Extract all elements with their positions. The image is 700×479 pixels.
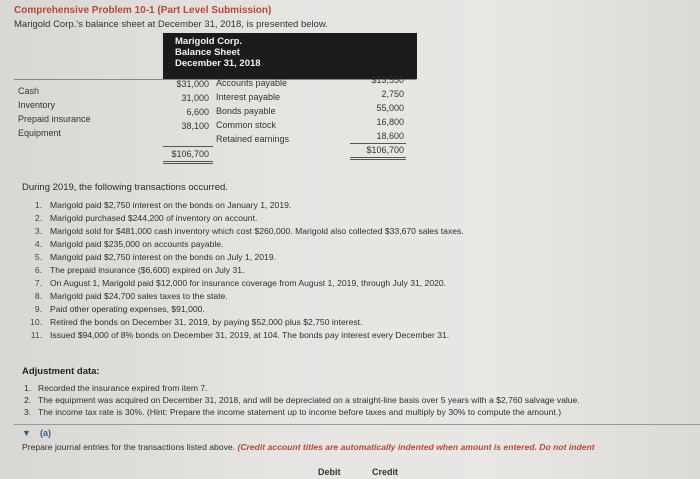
transaction-number: 3. (34, 226, 42, 236)
liability-subtotal-line (350, 143, 406, 144)
liability-label: Accounts payable (216, 78, 288, 88)
transaction-text: Marigold purchased $244,200 of inventory on account. (50, 213, 258, 223)
adjustment-text: Recorded the insurance expired from item 7. (38, 383, 208, 393)
adjustment-text: The income tax rate is 30%. (38, 407, 145, 417)
transaction-item (22, 200, 291, 210)
section-divider (14, 424, 700, 425)
transaction-number: 8. (34, 291, 42, 301)
transaction-text: Marigold paid $2,750 interest on the bonds on July 1, 2019. (50, 252, 276, 262)
transaction-number: 2. (34, 213, 42, 223)
transaction-text: Paid other operating expenses, $91,000. (50, 304, 205, 314)
transaction-number: 4. (34, 239, 42, 249)
part-a-instruction-note: (Credit account titles are automatically indented when amount is entered. Do not indent (237, 442, 595, 452)
adjustment-number: 1. (24, 383, 32, 393)
adjustment-item (24, 407, 561, 417)
liability-amount: $13,550 (371, 75, 404, 85)
adjustment-number: 2. (24, 395, 32, 405)
adjustment-item (24, 395, 580, 405)
adjustment-item (24, 383, 208, 393)
transaction-number: 10. (30, 317, 42, 327)
debit-column-header: Debit (318, 467, 341, 477)
asset-label: Inventory (18, 100, 56, 110)
transaction-item (22, 291, 228, 301)
transactions-intro: During 2019, the following transactions occurred. (22, 182, 228, 193)
transaction-item (22, 330, 449, 340)
asset-label: Equipment (18, 128, 62, 138)
transaction-text: Marigold sold for $481,000 cash inventory which cost $260,000. Marigold also collected $33,670 sales taxes. (50, 226, 464, 236)
transaction-item (22, 226, 464, 236)
liability-amount: 55,000 (376, 103, 404, 113)
transaction-text: Retired the bonds on December 31, 2019, by paying $52,000 plus $2,750 interest. (50, 317, 363, 327)
transaction-item (22, 239, 223, 249)
asset-amount: $31,000 (176, 79, 209, 89)
problem-title: Comprehensive Problem 10-1 (Part Level Submission) (14, 5, 272, 16)
asset-amount: 38,100 (181, 121, 209, 131)
part-a-instruction-text: Prepare journal entries for the transactions listed above. (22, 442, 236, 452)
transaction-text: Marigold paid $235,000 on accounts payable. (50, 239, 224, 249)
asset-total-double-line (163, 161, 213, 164)
credit-column-header: Credit (372, 467, 399, 477)
transaction-text: Issued $94,000 of 8% bonds on December 31, 2019, at 104. The bonds pay interest every December 31. (50, 330, 450, 340)
adjustment-heading: Adjustment data: (22, 366, 100, 377)
transaction-item (22, 278, 446, 288)
balance-sheet-name: Balance Sheet (175, 47, 240, 58)
balance-sheet-company: Marigold Corp. (175, 36, 243, 47)
adjustment-hint: (Hint: Prepare the income statement up to income before taxes and multiply by 30% to compute the amount.) (146, 407, 562, 417)
asset-subtotal-line (163, 146, 213, 147)
liability-total-double-line (350, 157, 406, 160)
equity-amount: 16,800 (376, 117, 404, 127)
adjustment-number: 3. (24, 407, 32, 417)
total-assets: $106,700 (171, 149, 209, 159)
transaction-text: The prepaid insurance ($6,600) expired on July 31. (50, 265, 245, 275)
asset-amount: 6,600 (186, 107, 209, 117)
transaction-number: 1. (34, 200, 42, 210)
transaction-item (22, 304, 205, 314)
liability-label: Interest payable (216, 92, 281, 102)
balance-sheet-date: December 31, 2018 (175, 58, 261, 69)
equity-amount: 18,600 (376, 131, 404, 141)
transaction-item (22, 252, 276, 262)
transaction-item (22, 265, 244, 275)
total-liabilities-equity: $106,700 (366, 145, 404, 155)
liability-amount: 2,750 (381, 89, 404, 99)
transaction-text: Marigold paid $24,700 sales taxes to the state. (50, 291, 228, 301)
asset-label: Prepaid insurance (18, 114, 91, 124)
transaction-number: 11. (30, 330, 42, 340)
liability-label: Bonds payable (216, 106, 276, 116)
equity-label: Common stock (216, 120, 277, 130)
part-a-instruction (22, 442, 595, 452)
transaction-item (22, 317, 362, 327)
problem-subtitle: Marigold Corp.'s balance sheet at December 31, 2018, is presented below. (14, 19, 328, 30)
balance-sheet-header (163, 33, 417, 79)
transaction-text: On August 1, Marigold paid $12,000 for insurance coverage from August 1, 2019, through July 31, 2020. (50, 278, 447, 288)
asset-label: Cash (18, 86, 40, 96)
transaction-number: 9. (34, 304, 42, 314)
transaction-number: 5. (34, 252, 42, 262)
transaction-item (22, 213, 257, 223)
caret-down-icon[interactable]: ▼ (22, 428, 31, 438)
part-a-label[interactable]: (a) (40, 428, 51, 438)
asset-amount: 31,000 (181, 93, 209, 103)
transaction-number: 6. (34, 265, 42, 275)
adjustment-text: The equipment was acquired on December 31, 2018, and will be depreciated on a straight-line basis over 5 years with a $2,760 salvage value. (38, 395, 580, 405)
transaction-number: 7. (34, 278, 42, 288)
transaction-text: Marigold paid $2,750 interest on the bonds on January 1, 2019. (50, 200, 292, 210)
equity-label: Retained earnings (216, 134, 290, 144)
